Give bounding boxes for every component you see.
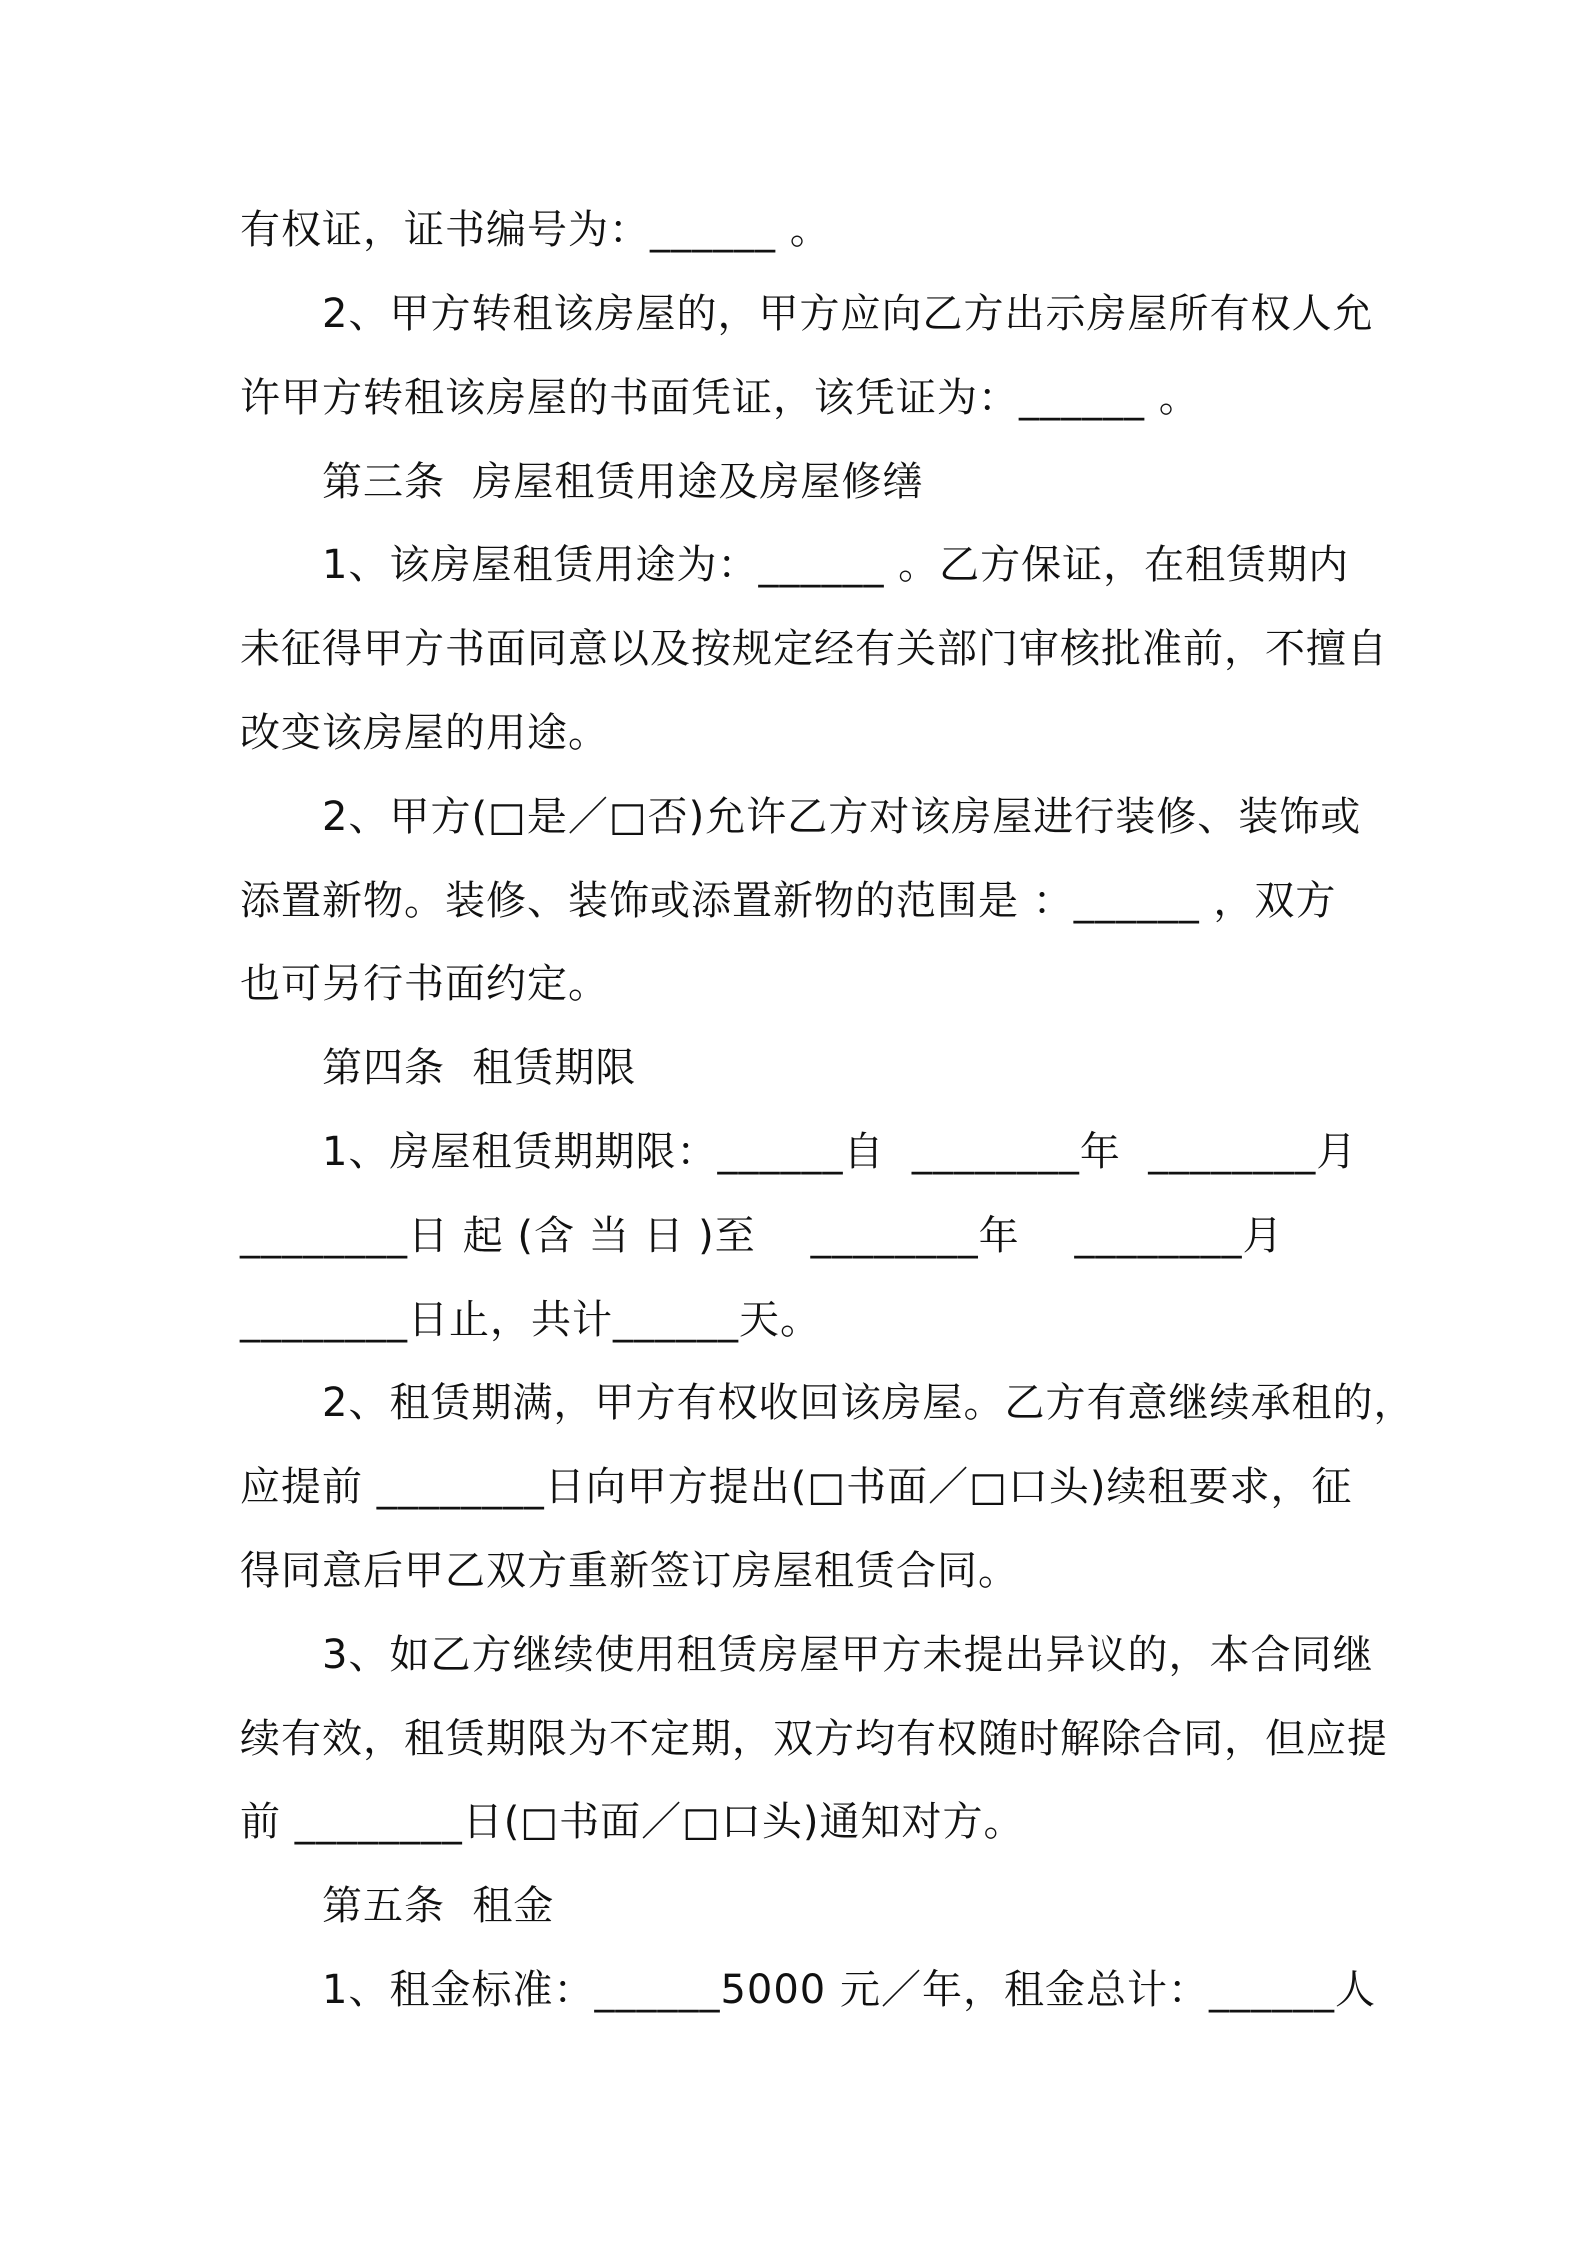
text-line: 也可另行书面约定。 — [240, 961, 609, 1007]
text-line: 3、如乙方继续使用租赁房屋甲方未提出异议的，本合同继 — [322, 1632, 1374, 1678]
text-line: 2、甲方转租该房屋的，甲方应向乙方出示房屋所有权人允 — [322, 291, 1374, 337]
text-line: 许甲方转租该房屋的书面凭证，该凭证为：______ 。 — [240, 375, 1200, 421]
text-line: 2、租赁期满，甲方有权收回该房屋。乙方有意继续承租的， — [322, 1380, 1415, 1426]
text-line: ________日 起 (含 当 日 )至 ________年 ________月 — [240, 1213, 1284, 1259]
text-line: 前 ________日(□书面／□口头)通知对方。 — [240, 1799, 1025, 1845]
section-heading: 第三条 房屋租赁用途及房屋修缮 — [322, 459, 924, 505]
text-line: 1、房屋租赁期期限：______自 ________年 ________月 — [322, 1129, 1358, 1175]
text-line: 改变该房屋的用途。 — [240, 710, 609, 756]
text-line: 应提前 ________日向甲方提出(□书面／□口头)续租要求，征 — [240, 1464, 1353, 1510]
text-line: 得同意后甲乙双方重新签订房屋租赁合同。 — [240, 1548, 1019, 1594]
text-line: ________日止，共计______天。 — [240, 1297, 821, 1343]
text-line: 添置新物。装修、装饰或添置新物的范围是 ：______ ，双方 — [240, 878, 1337, 924]
text-line: 1、该房屋租赁用途为：______ 。乙方保证，在租赁期内 — [322, 542, 1350, 588]
text-line: 有权证，证书编号为：______ 。 — [240, 207, 831, 253]
text-line: 续有效，租赁期限为不定期，双方均有权随时解除合同，但应提 — [240, 1716, 1388, 1762]
text-line: 未征得甲方书面同意以及按规定经有关部门审核批准前，不擅自 — [240, 626, 1388, 672]
section-heading: 第五条 租金 — [322, 1883, 555, 1929]
text-line: 1、租金标准：______5000 元／年，租金总计：______人 — [322, 1967, 1376, 2013]
section-heading: 第四条 租赁期限 — [322, 1045, 637, 1091]
text-line: 2、甲方(□是／□否)允许乙方对该房屋进行装修、装饰或 — [322, 794, 1362, 840]
